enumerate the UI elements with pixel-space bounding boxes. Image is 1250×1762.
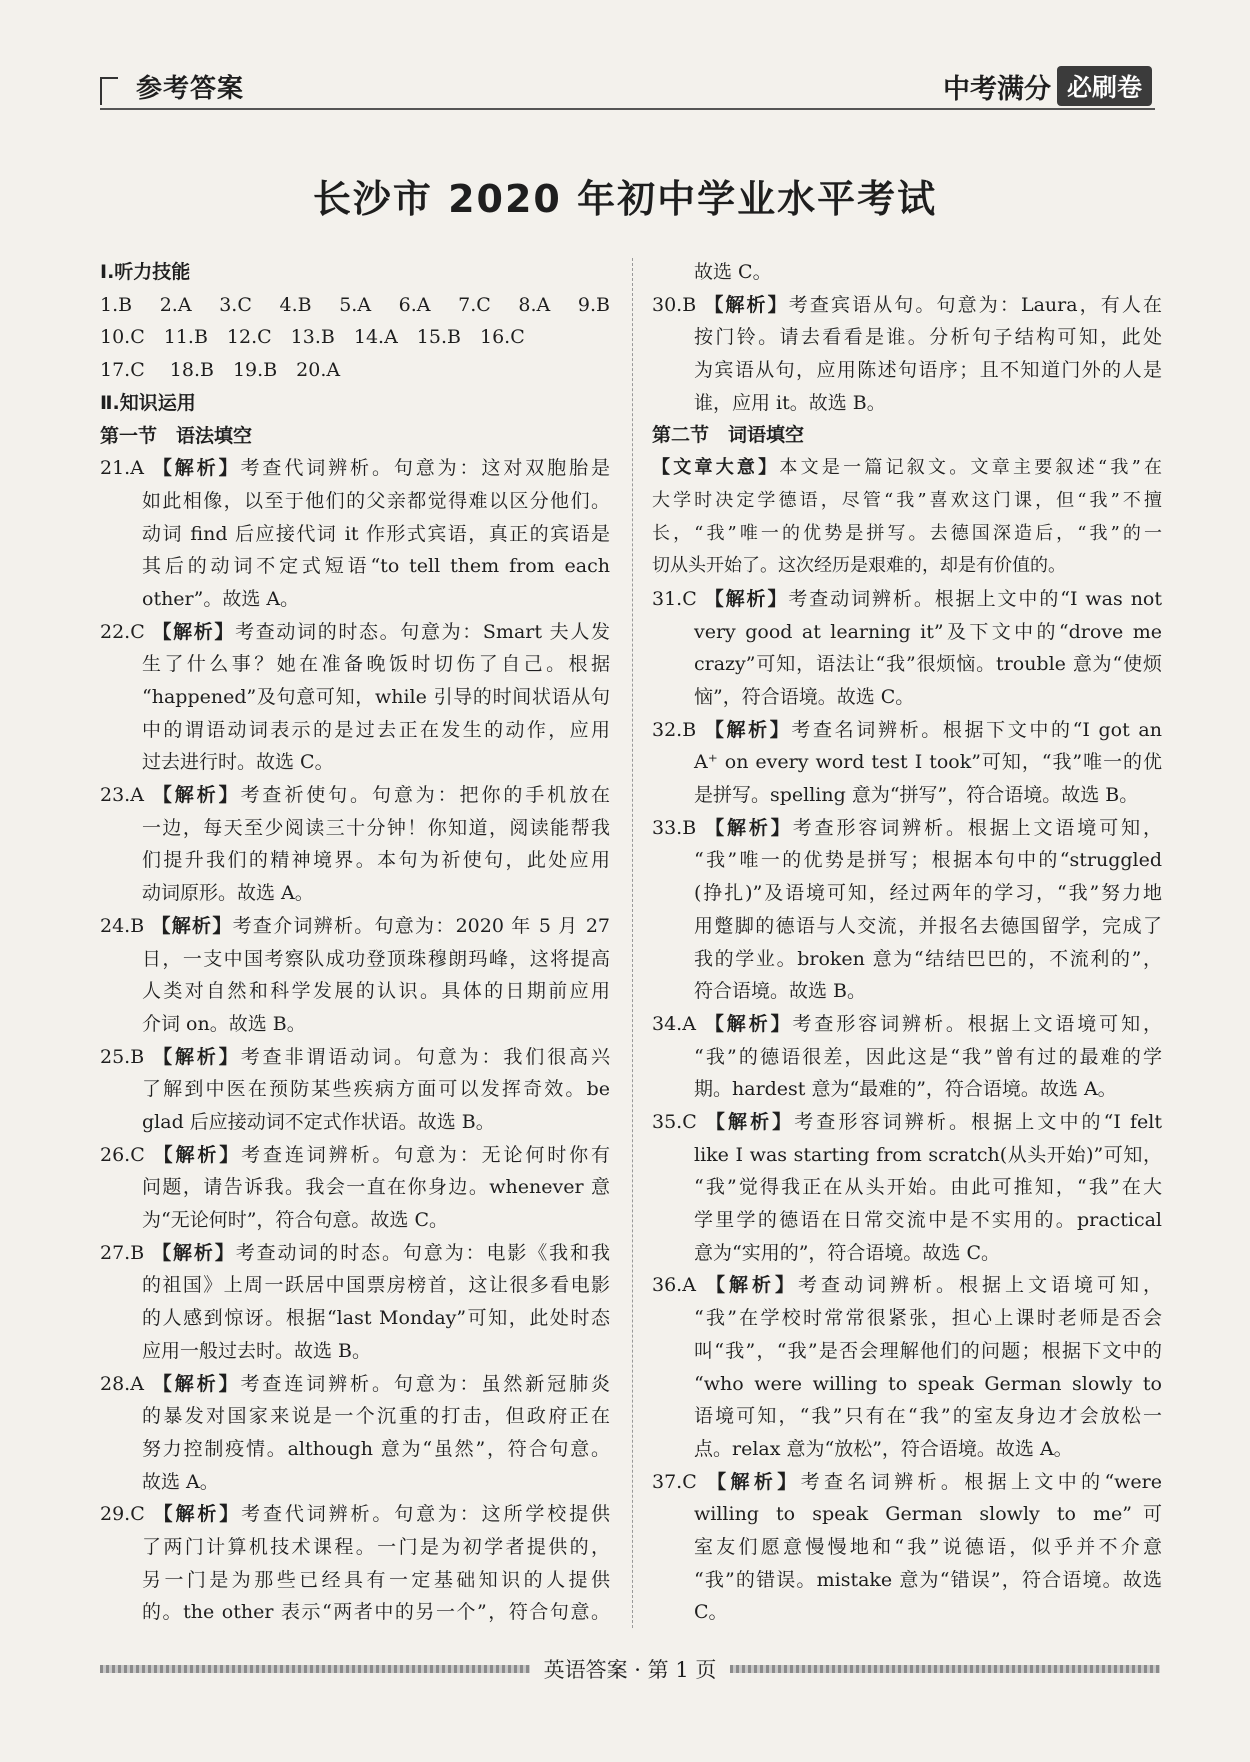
text-line: 了解到中医在预防某些疾病方面可以发挥奇效。be [142,1078,610,1101]
text-line: 的人感到惊讶。根据“last Monday”可知，此处时态 [142,1307,610,1330]
bracket-label: 【解析】 [153,1045,241,1068]
footer-bar-right [730,1665,1160,1673]
text-line: 27.B 【解析】考查动词的时态。句意为：电影《我和我 [100,1241,610,1264]
right-column [652,256,1162,1629]
text-line: A⁺ on every word test I took”可知，“我”唯一的优 [694,751,1162,774]
text-line: 17.C 18.B 19.B 20.A [100,359,341,382]
text-line: Ⅰ.听力技能 [100,261,191,283]
text-line: 22.C 【解析】考查动词的时态。句意为：Smart 夫人发 [100,620,610,643]
text-line: 们提升我们的精神境界。本句为祈使句，此处应用 [142,849,610,872]
text-line: 室友们愿意慢慢地和“我”说德语，似乎并不介意 [694,1535,1162,1558]
bracket-label: 【解析】 [152,620,236,643]
text-line: 的祖国》上周一跃居中国票房榜首，这让很多看电影 [142,1274,610,1297]
text-line: 意为“实用的”，符合语境。故选 C。 [694,1241,1001,1264]
bracket-label: 【解析】 [705,1274,798,1297]
text-line: 人类对自然和科学发展的认识。具体的日期前应用 [142,980,610,1003]
text-line: “我”的错误。mistake 意为“错误”，符合语境。故选 [694,1568,1162,1591]
text-line: 符合语境。故选 B。 [694,980,867,1003]
text-line: 长，“我”唯一的优势是拼写。去德国深造后，“我”的一 [652,522,1162,544]
text-line: 的暴发对国家来说是一个沉重的打击，但政府正在 [142,1405,610,1428]
text-line: 另一门是为那些已经具有一定基础知识的人提供 [142,1568,610,1591]
text-line: 【文章大意】本文是一篇记叙文。文章主要叙述“我”在 [652,457,1162,479]
header-rule [100,108,1155,110]
text-line: like I was starting from scratch(从头开始)”可知， [694,1143,1162,1166]
text-line: 故选 C。 [694,261,772,283]
text-line: 33.B 【解析】考查形容词辨析。根据上文语境可知， [652,816,1162,839]
bracket-label: 【解析】 [704,587,789,610]
bracket-label: 【解析】 [704,293,789,316]
text-line: 大学时决定学德语，尽管“我”喜欢这门课，但“我”不擅 [652,489,1162,511]
left-column [100,256,610,1629]
column-divider [632,258,633,1628]
text-line: 谁，应用 it。故选 B。 [694,391,886,414]
header-right [943,66,1152,106]
bracket-label: 【解析】 [707,1470,801,1493]
text-line: 1.B 2.A 3.C 4.B 5.A 6.A 7.C 8.A 9.B [100,293,610,316]
text-line: 故选 A。 [142,1470,219,1493]
bracket-label: 【解析】 [153,1143,242,1166]
text-line: 21.A 【解析】考查代词辨析。句意为：这对双胞胎是 [100,457,610,480]
text-line: 生了什么事？她在准备晚饭时切伤了自己。根据 [142,653,610,676]
text-line: 语境可知，“我”只有在“我”的室友身边才会放松一 [694,1405,1162,1428]
text-line: willing to speak German slowly to me”可 [694,1503,1162,1526]
bracket-label: 【解析】 [152,457,241,480]
text-line: 的。the other 表示“两者中的另一个”，符合句意。 [142,1601,610,1624]
text-line: 31.C 【解析】考查动词辨析。根据上文中的“I was not [652,587,1162,610]
bracket-label: 【解析】 [151,914,233,937]
text-line: 37.C 【解析】考查名词辨析。根据上文中的“were [652,1470,1162,1493]
text-line: 为“无论何时”，符合句意。故选 C。 [142,1209,449,1232]
bracket-label: 【解析】 [153,1503,242,1526]
text-line: 26.C 【解析】考查连词辨析。句意为：无论何时你有 [100,1143,610,1166]
brand-name: 中考满分 [942,73,1051,105]
text-line: 其后的动词不定式短语“to tell them from each [142,555,610,578]
text-line: crazy”可知，语法让“我”很烦恼。trouble 意为“使烦 [694,653,1162,676]
footer [100,1656,1160,1682]
bracket-label: 【解析】 [704,1012,793,1035]
text-line: 我的学业。broken 意为“结结巴巴的，不流利的”， [694,947,1162,970]
text-line: “我”唯一的优势是拼写；根据本句中的“struggled [694,849,1162,872]
bracket-label: 【解析】 [704,718,792,741]
text-line: “我”在学校时常常很紧张，担心上课时老师是否会 [694,1307,1162,1330]
bracket-label: 【解析】 [705,1111,795,1133]
text-line: 28.A 【解析】考查连词辨析。句意为：虽然新冠肺炎 [100,1372,610,1395]
text-line: glad 后应接动词不定式作状语。故选 B。 [142,1111,495,1134]
text-line: 36.A 【解析】考查动词辨析。根据上文语境可知， [652,1274,1162,1297]
text-line: 问题，请告诉我。我会一直在你身边。whenever 意 [142,1176,610,1199]
text-line: 30.B 【解析】考查宾语从句。句意为：Laura，有人在 [652,293,1162,316]
text-line: Ⅱ.知识运用 [100,391,196,414]
bracket-label: 【文章大意】 [652,457,780,479]
text-line: 点。relax 意为“放松”，符合语境。故选 A。 [694,1437,1073,1460]
text-line: 介词 on。故选 B。 [142,1012,306,1035]
text-line: 动词 find 后应接代词 it 作形式宾语，真正的宾语是 [142,522,610,545]
text-line: 了两门计算机技术课程。一门是为初学者提供的， [142,1536,610,1559]
text-line: 34.A 【解析】考查形容词辨析。根据上文语境可知， [652,1012,1162,1035]
section-label: 参考答案 [136,74,245,104]
bracket-label: 【解析】 [152,1372,241,1395]
footer-bar-left [100,1665,530,1673]
text-line: 35.C 【解析】考查形容词辨析。根据上文中的“I felt [652,1111,1162,1133]
text-line: 一边，每天至少阅读三十分钟！你知道，阅读能帮我 [142,816,610,839]
text-line: 学里学的德语在日常交流中是不实用的。practical [694,1209,1162,1232]
text-line: 中的谓语动词表示的是过去正在发生的动作，应用 [142,718,610,741]
text-line: 23.A 【解析】考查祈使句。句意为：把你的手机放在 [100,784,610,807]
text-line: 32.B 【解析】考查名词辨析。根据下文中的“I got an [652,718,1162,741]
text-line: 动词原形。故选 A。 [142,882,314,905]
header-left [100,68,244,105]
corner-mark [100,77,118,105]
text-line: 29.C 【解析】考查代词辨析。句意为：这所学校提供 [100,1503,610,1526]
brand-tag: 必刷卷 [1057,66,1152,106]
text-line: 期。hardest 意为“最难的”，符合语境。故选 A。 [694,1078,1117,1101]
text-line: (挣扎)”及语境可知，经过两年的学习，“我”努力地 [694,882,1162,905]
text-line: 日，一支中国考察队成功登顶珠穆朗玛峰，这将提高 [142,947,610,970]
text-line: C。 [694,1601,728,1624]
text-line: 第二节 词语填空 [652,424,805,447]
text-line: “我”的德语很差，因此这是“我”曾有过的最难的学 [694,1045,1162,1068]
text-line: “who were willing to speak German slowly to [694,1372,1162,1395]
text-line: 用蹩脚的德语与人交流，并报名去德国留学，完成了 [694,914,1162,937]
text-line: 为宾语从句，应用陈述句语序；且不知道门外的人是 [694,359,1162,382]
text-line: 叫“我”，“我”是否会理解他们的问题；根据下文中的 [694,1339,1162,1362]
text-line: 10.C 11.B 12.C 13.B 14.A 15.B 16.C [100,326,525,349]
text-line: 应用一般过去时。故选 B。 [142,1339,372,1362]
bracket-label: 【解析】 [705,816,793,839]
bracket-label: 【解析】 [152,784,241,807]
text-line: 努力控制疫情。although 意为“虽然”，符合句意。 [142,1437,610,1460]
text-line: 是拼写。spelling 意为“拼写”，符合语境。故选 B。 [694,784,1139,807]
page-number: 英语答案 · 第 1 页 [543,1658,717,1682]
text-line: 第一节 语法填空 [100,424,253,447]
bracket-label: 【解析】 [152,1241,236,1264]
page-title: 长沙市 2020 年初中学业水平考试 [312,177,938,221]
text-line: 切从头开始了。这次经历是艰难的，却是有价值的。 [652,555,1066,577]
text-line: very good at learning it”及下文中的“drove me [694,620,1162,643]
text-line: 恼”，符合语境。故选 C。 [694,686,915,708]
text-line: 25.B 【解析】考查非谓语动词。句意为：我们很高兴 [100,1045,610,1068]
text-line: “happened”及句意可知，while 引导的时间状语从句 [142,686,610,709]
text-line: 24.B 【解析】考查介词辨析。句意为：2020 年 5 月 27 [100,914,610,937]
text-line: 过去进行时。故选 C。 [142,751,334,774]
text-line: 按门铃。请去看看是谁。分析句子结构可知，此处 [694,326,1162,349]
text-line: other”。故选 A。 [142,587,300,610]
text-line: “我”觉得我正在从头开始。由此可推知，“我”在大 [694,1176,1162,1199]
text-line: 如此相像，以至于他们的父亲都觉得难以区分他们。 [142,489,610,512]
